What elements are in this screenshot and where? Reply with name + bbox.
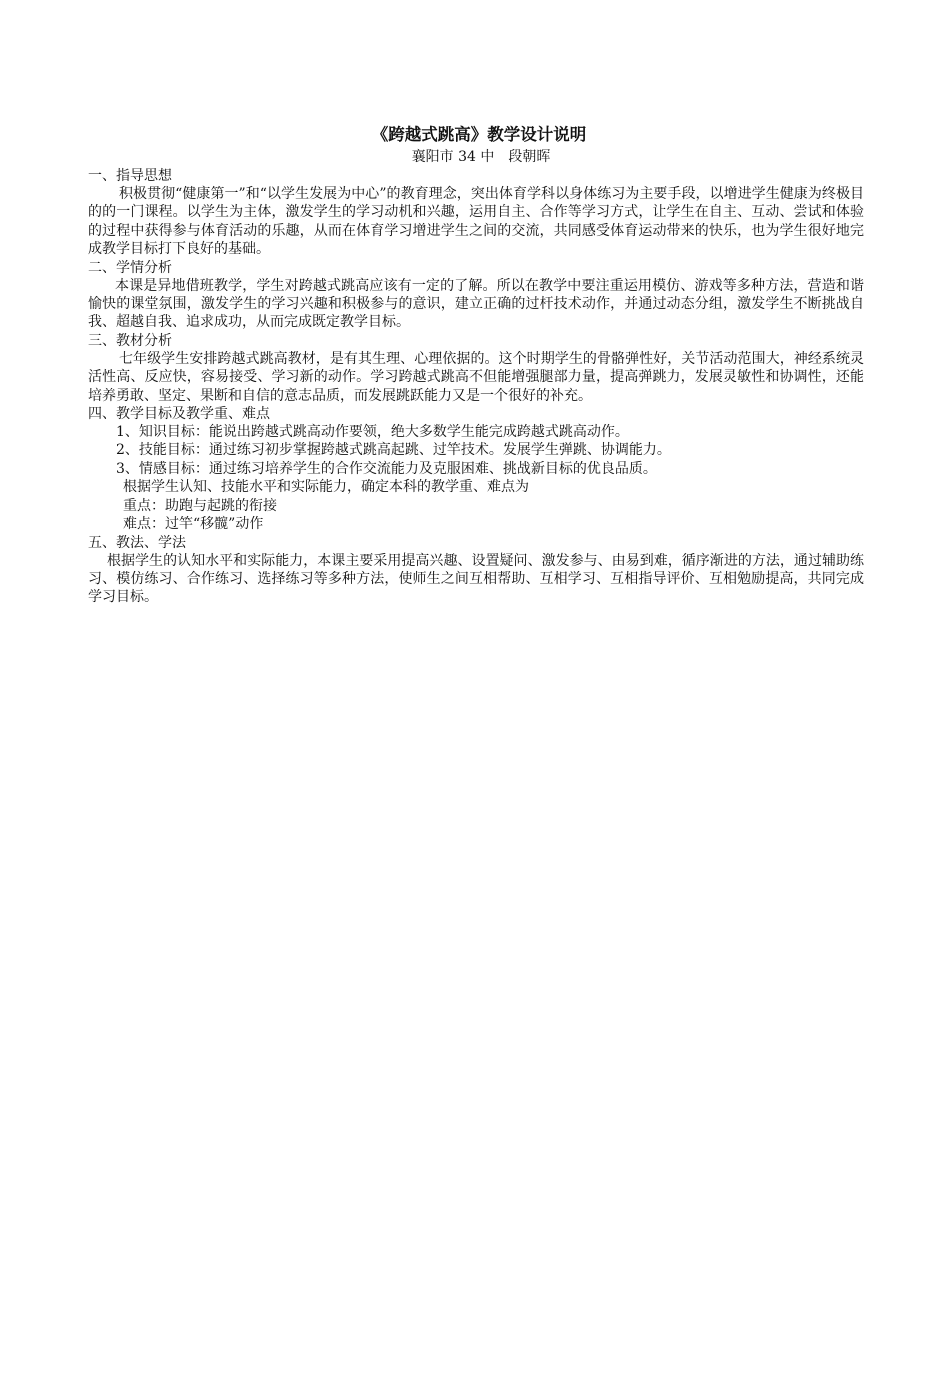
key-point: 重点：助跑与起跳的衔接 [123, 497, 277, 514]
goal-item-knowledge: 1、知识目标：能说出跨越式跳高动作要领，绝大多数学生能完成跨越式跳高动作。 [116, 424, 629, 441]
section-heading-guiding-ideology: 一、指导思想 [88, 168, 172, 184]
goal-item-skill: 2、技能目标：通过练习初步掌握跨越式跳高起跳、过竿技术。发展学生弹跳、协调能力。 [116, 442, 671, 459]
goal-note: 根据学生认知、技能水平和实际能力，确定本科的教学重、难点为 [123, 479, 529, 496]
section-paragraph-teaching-methods: 根据学生的认知水平和实际能力，本课主要采用提高兴趣、设置疑问、激发参与、由易到难，循序渐进的方法，通过辅助练习、模仿练习、合作练习、选择练习等多种方法，使师生之间互相帮助、互相学习、互相指导评价、互相勉励提高，共同完成学习目标。 [88, 552, 864, 606]
section-paragraph-student-analysis: 本课是异地借班教学，学生对跨越式跳高应该有一定的了解。所以在教学中要注重运用模仿、游戏等多种方法，营造和谐愉快的课堂氛围，激发学生的学习兴趣和积极参与的意识，建立正确的过杆技术动作，并通过动态分组，激发学生不断挑战自我、超越自我、追求成功，从而完成既定教学目标。 [88, 277, 864, 331]
section-heading-student-analysis: 二、学情分析 [88, 259, 172, 276]
difficulty-point: 难点：过竿“移髋”动作 [123, 516, 264, 533]
section-heading-material-analysis: 三、教材分析 [88, 332, 172, 349]
section-paragraph-guiding-ideology: 积极贯彻“健康第一”和“以学生发展为中心”的教育理念，突出体育学科以身体练习为主要手段，以增进学生健康为终极目的的一门课程。以学生为主体，激发学生的学习动机和兴趣，运用自主、合作等学习方式，让学生在自主、互动、尝试和体验的过程中获得参与体育活动的乐趣，从而在体育学习增进学生之间的交流，共同感受体育运动带来的快乐，也为学生很好地完成教学目标打下良好的基础。 [88, 186, 864, 258]
document-title: 《跨越式跳高》教学设计说明 [371, 125, 587, 144]
goal-item-emotion: 3、情感目标：通过练习培养学生的合作交流能力及克服困难、挑战新目标的优良品质。 [116, 460, 657, 477]
section-paragraph-material-analysis: 七年级学生安排跨越式跳高教材，是有其生理、心理依据的。这个时期学生的骨骼弹性好，关节活动范围大，神经系统灵活性高、反应快，容易接受、学习新的动作。学习跨越式跳高不但能增强腿部力量，提高弹跳力，发展灵敏性和协调性，还能培养勇敢、坚定、果断和自信的意志品质，而发展跳跃能力又是一个很好的补充。 [88, 350, 864, 404]
section-heading-teaching-methods: 五、教法、学法 [88, 534, 186, 551]
document-page [88, 124, 864, 607]
document-author: 襄阳市 34 中 段朝晖 [411, 149, 551, 165]
section-heading-teaching-goals: 四、教学目标及教学重、难点 [88, 406, 270, 423]
